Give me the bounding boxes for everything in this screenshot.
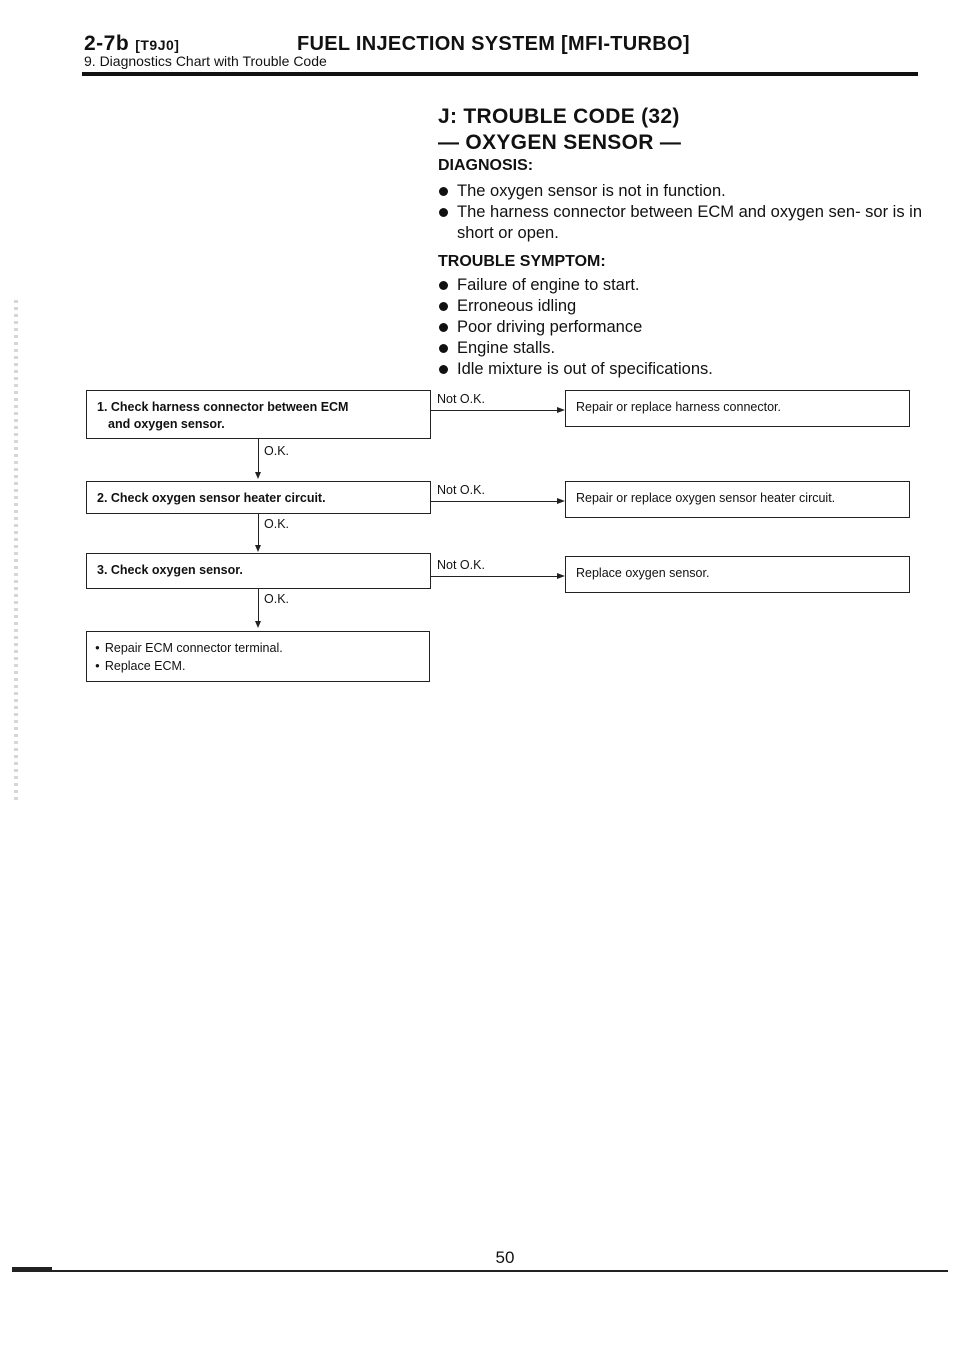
trouble-code-heading bbox=[438, 104, 681, 156]
header-rule bbox=[82, 72, 918, 76]
list-item: Engine stalls. bbox=[438, 338, 923, 359]
arrow-down-icon bbox=[255, 472, 261, 479]
arrow-right-icon bbox=[557, 407, 565, 413]
footer-rule bbox=[12, 1270, 948, 1272]
page-number: 50 bbox=[495, 1248, 515, 1267]
page-subtitle: 9. Diagnostics Chart with Trouble Code bbox=[84, 53, 327, 69]
symptom-list bbox=[438, 275, 923, 380]
scan-edge-artifact bbox=[14, 300, 18, 800]
not-ok-line bbox=[431, 576, 559, 577]
page-title: FUEL INJECTION SYSTEM [MFI-TURBO] bbox=[297, 33, 690, 55]
section-code: 2-7b [T9J0] bbox=[84, 32, 180, 55]
action-box-2: Repair or replace oxygen sensor heater circuit. bbox=[565, 481, 910, 518]
ok-label: O.K. bbox=[264, 592, 290, 606]
ok-line bbox=[258, 439, 259, 473]
trouble-symptom-label: TROUBLE SYMPTOM: bbox=[438, 253, 606, 270]
arrow-right-icon bbox=[557, 498, 565, 504]
step-3-box: 3. Check oxygen sensor. bbox=[86, 553, 431, 589]
not-ok-line bbox=[431, 410, 559, 411]
step-1-text-cont: and oxygen sensor. bbox=[108, 417, 225, 431]
list-item: Idle mixture is out of specifications. bbox=[438, 359, 923, 380]
not-ok-label: Not O.K. bbox=[437, 392, 485, 406]
ok-line bbox=[258, 589, 259, 622]
arrow-down-icon bbox=[255, 621, 261, 628]
list-item: Failure of engine to start. bbox=[438, 275, 923, 296]
list-item: Poor driving performance bbox=[438, 317, 923, 338]
step-2-box: 2. Check oxygen sensor heater circuit. bbox=[86, 481, 431, 514]
doc-code: [T9J0] bbox=[135, 37, 180, 53]
ok-label: O.K. bbox=[264, 517, 290, 531]
final-item: ● Repair ECM connector terminal. bbox=[95, 639, 429, 657]
not-ok-line bbox=[431, 501, 559, 502]
action-box-3: Replace oxygen sensor. bbox=[565, 556, 910, 593]
list-item: The harness connector between ECM and oxygen sen- sor is in short or open. bbox=[438, 202, 923, 244]
step-1-box bbox=[86, 390, 431, 439]
step-1-text: 1. Check harness connector between ECM bbox=[97, 400, 349, 414]
not-ok-label: Not O.K. bbox=[437, 483, 485, 497]
diagnosis-label: DIAGNOSIS: bbox=[438, 157, 534, 174]
final-action-box bbox=[86, 631, 430, 682]
arrow-right-icon bbox=[557, 573, 565, 579]
arrow-down-icon bbox=[255, 545, 261, 552]
heading-line-1: J: TROUBLE CODE (32) bbox=[438, 105, 680, 128]
ok-line bbox=[258, 514, 259, 546]
ok-label: O.K. bbox=[264, 444, 290, 458]
list-item: Erroneous idling bbox=[438, 296, 923, 317]
list-item: The oxygen sensor is not in function. bbox=[438, 181, 923, 202]
diagnosis-list bbox=[438, 181, 923, 244]
action-box-1: Repair or replace harness connector. bbox=[565, 390, 910, 427]
final-item: ● Replace ECM. bbox=[95, 657, 429, 675]
not-ok-label: Not O.K. bbox=[437, 558, 485, 572]
heading-line-2: — OXYGEN SENSOR — bbox=[438, 131, 682, 154]
